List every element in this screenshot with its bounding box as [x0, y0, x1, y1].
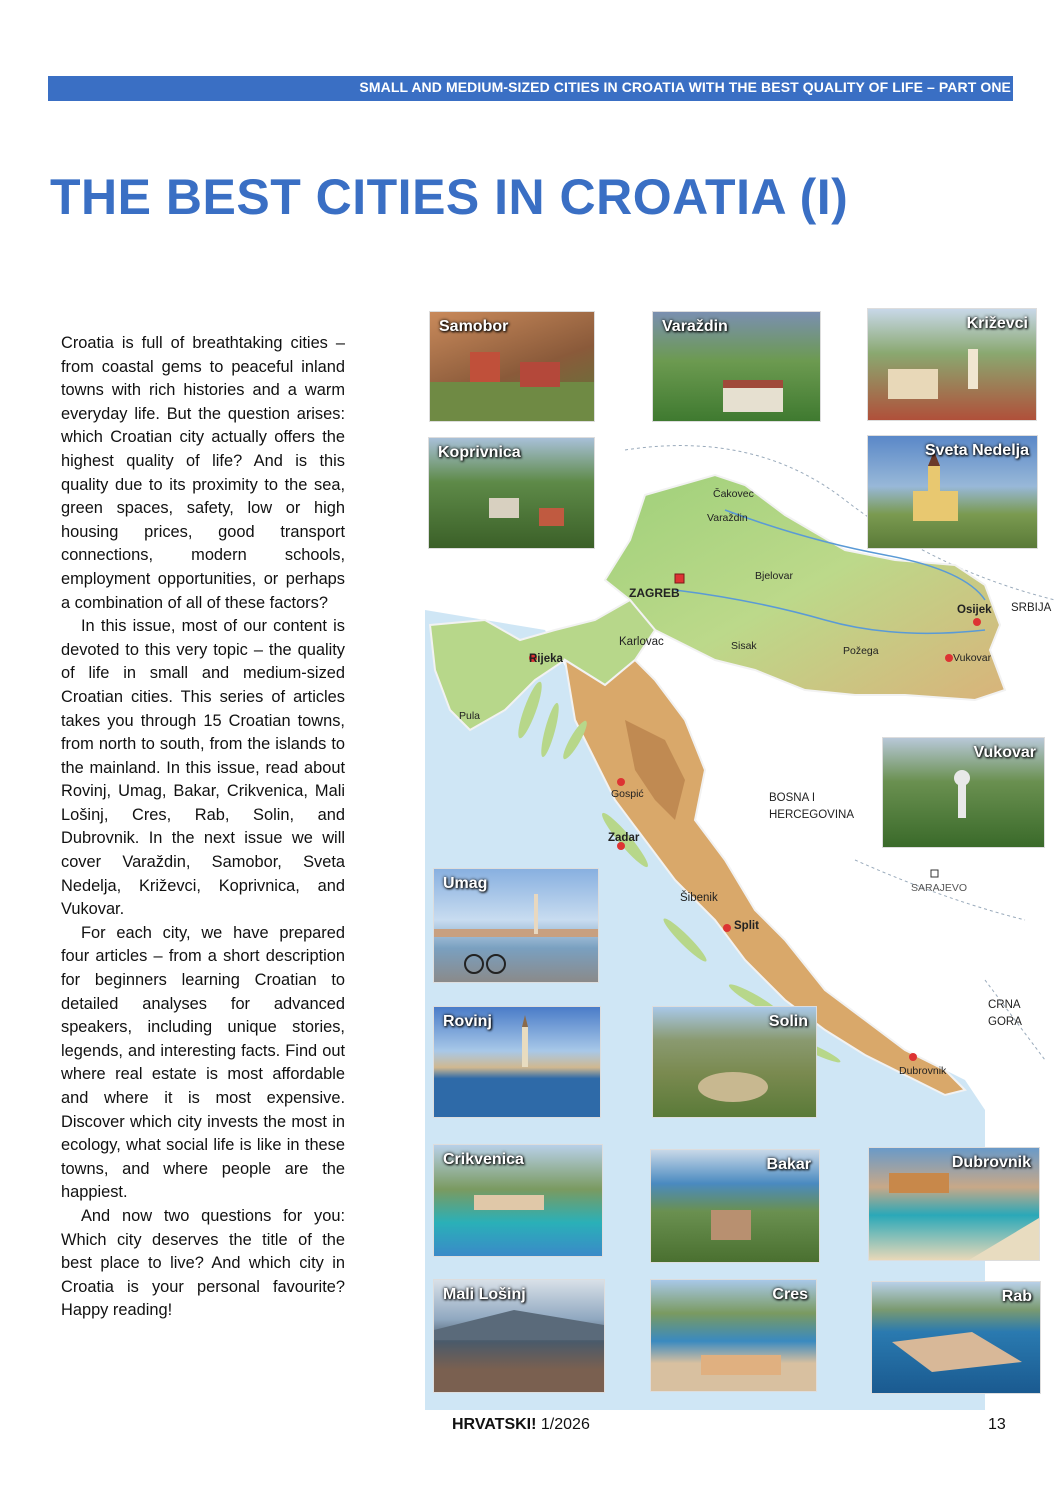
sarajevo-marker: [931, 870, 938, 877]
header-banner: [48, 76, 1013, 101]
dubrovnik-label: Dubrovnik: [899, 1065, 947, 1077]
photo-vukovar: [882, 737, 1045, 848]
photo-crikvenica: [433, 1144, 603, 1257]
footer: [452, 1416, 590, 1434]
sibenik-label: Šibenik: [680, 892, 718, 904]
split-marker: [723, 924, 731, 932]
photo-caption: Rovinj: [443, 1013, 492, 1030]
zagreb-marker: [675, 574, 684, 583]
photo-caption: Vukovar: [973, 744, 1036, 761]
photo-caption: Crikvenica: [443, 1151, 524, 1168]
vukovar-marker: [945, 654, 953, 662]
pozega-label: Požega: [843, 645, 879, 657]
sisak-label: Sisak: [731, 640, 757, 652]
photo-caption: Križevci: [966, 315, 1028, 332]
montenegro-label-line2: GORA: [988, 1016, 1022, 1028]
article-body: [61, 332, 345, 1323]
photo-caption: Solin: [768, 1013, 808, 1030]
sarajevo-label: SARAJEVO: [911, 882, 968, 894]
zagreb-label: ZAGREB: [629, 586, 680, 600]
montenegro-label-line1: CRNA: [988, 999, 1021, 1011]
page-number: 13: [988, 1416, 1006, 1433]
bih-label-line1: BOSNA I: [769, 792, 816, 804]
photo-caption: Rab: [1001, 1288, 1032, 1305]
bjelovar-label: Bjelovar: [755, 570, 793, 582]
article-paragraph: And now two questions for you: Which city deserves the title of the best place to live? And which city in Croatia is your personal favourite? Happy reading!: [61, 1206, 345, 1320]
photo-bakar: [650, 1149, 820, 1263]
osijek-label: Osijek: [957, 604, 992, 616]
photo-caption: Sveta Nedelja: [924, 442, 1029, 459]
photo-sveta-nedelja: [867, 435, 1038, 549]
photo-caption: Mali Lošinj: [443, 1286, 526, 1303]
photo-rovinj: [433, 1006, 601, 1118]
article-paragraph: Croatia is full of breathtaking cities – from coastal gems to peaceful inland towns with rich histories and a warm everyday life. But the question arises: which Croatian city actually offers the highest quality of life? And is this quality due to its proximity to the sea, green spaces, safety, low or high housing prices, good transport connections, modern schools, employment opportunities, or perhaps a combination of all of these factors?: [61, 334, 345, 612]
bih-label-line2: HERCEGOVINA: [769, 809, 854, 821]
photo-cres: [650, 1279, 817, 1392]
zadar-label: Zadar: [608, 832, 640, 844]
photo-caption: Samobor: [439, 318, 509, 335]
article-paragraph: In this issue, most of our content is devoted to this very topic – the quality of life in small and medium-sized Croatian cities. This series of articles takes you through 15 Croatian towns, from north to south, from the islands to the mainland. In this issue, read about Rovinj, Umag, Bakar, Crikvenica, Mali Lošinj, Cres, Rab, Solin, and Dubrovnik. In the next issue we will cover Varaždin, Samobor, Sveta Nedelja, Križevci, Koprivnica, and Vukovar.: [61, 617, 345, 919]
vukovar-map-label: Vukovar: [953, 652, 992, 664]
photo-umag: [433, 868, 599, 983]
photo-varazdin: [652, 311, 821, 422]
cakovec-label: Čakovec: [713, 488, 754, 500]
split-label: Split: [734, 920, 759, 932]
dubrovnik-marker: [909, 1053, 917, 1061]
photo-caption: Varaždin: [662, 318, 728, 335]
serbia-label: SRBIJA: [1011, 602, 1052, 614]
photo-dubrovnik: [868, 1147, 1040, 1261]
gospic-marker: [617, 778, 625, 786]
photo-caption: Koprivnica: [438, 444, 521, 461]
photo-caption: Cres: [772, 1286, 808, 1303]
article-paragraph: For each city, we have prepared four articles – from a short description for beginners learning Croatian to detailed analyses for advanced speakers, including unique stories, legends, and interesting facts. Find out where real estate is most affordable and where it is most expensive. Discover which city invests the most in ecology, what social life is like in these towns, and where people are the happiest.: [61, 923, 345, 1202]
issue-number: 1/2026: [540, 1416, 590, 1433]
photo-caption: Bakar: [766, 1156, 811, 1173]
rijeka-label: Rijeka: [529, 653, 563, 665]
photo-solin: [652, 1006, 817, 1118]
photo-rab: [871, 1281, 1041, 1394]
osijek-marker: [973, 618, 981, 626]
photo-caption: Umag: [443, 875, 488, 892]
banner-text: SMALL AND MEDIUM-SIZED CITIES IN CROATIA WITH THE BEST QUALITY OF LIFE – PART ONE: [359, 79, 1011, 95]
magazine-name: HRVATSKI!: [452, 1416, 537, 1433]
photo-krizevci: [867, 308, 1037, 421]
photo-samobor: [429, 311, 595, 422]
gospic-label: Gospić: [611, 788, 644, 800]
karlovac-label: Karlovac: [619, 636, 664, 648]
page-title: THE BEST CITIES IN CROATIA (I): [50, 169, 849, 225]
photo-koprivnica: [428, 437, 595, 549]
pula-label: Pula: [459, 710, 481, 722]
photo-mali-losinj: [433, 1279, 605, 1393]
varazdin-label: Varaždin: [707, 512, 748, 524]
photo-caption: Dubrovnik: [951, 1154, 1031, 1171]
